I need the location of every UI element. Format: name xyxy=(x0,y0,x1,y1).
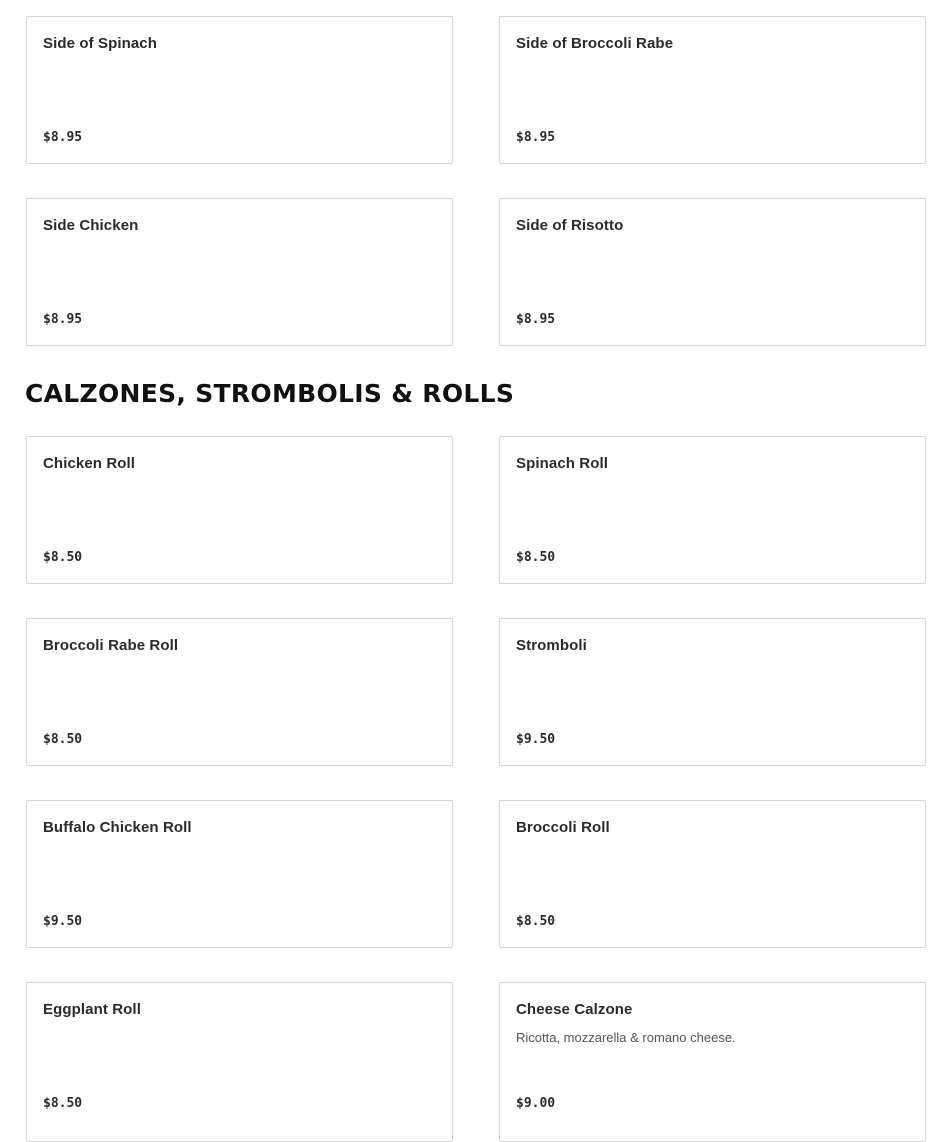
menu-item-card[interactable] xyxy=(26,16,453,164)
menu-item-card[interactable] xyxy=(26,198,453,346)
menu-item-price: $8.50 xyxy=(43,550,83,565)
menu-item-card[interactable] xyxy=(499,436,926,584)
menu-item-price: $8.95 xyxy=(43,130,83,145)
menu-item-card[interactable] xyxy=(499,198,926,346)
menu-item-description: Ricotta, mozzarella & romano cheese. xyxy=(516,1030,736,1045)
menu-item-card[interactable] xyxy=(26,618,453,766)
menu-item-name: Side Chicken xyxy=(43,217,139,234)
menu-item-name: Side of Broccoli Rabe xyxy=(516,35,674,52)
menu-item-card[interactable] xyxy=(499,800,926,948)
menu-item-name: Stromboli xyxy=(516,637,587,654)
menu-item-price: $8.50 xyxy=(516,914,556,929)
menu-item-name: Side of Spinach xyxy=(43,35,158,52)
menu-item-card[interactable] xyxy=(26,436,453,584)
menu-item-price: $9.00 xyxy=(516,1096,556,1111)
menu-item-name: Eggplant Roll xyxy=(43,1001,141,1018)
menu-item-price: $9.50 xyxy=(43,914,83,929)
menu-item-name: Cheese Calzone xyxy=(516,1001,633,1018)
menu-item-price: $9.50 xyxy=(516,732,556,747)
menu-item-card[interactable] xyxy=(499,618,926,766)
menu-item-name: Broccoli Roll xyxy=(516,819,610,836)
menu-item-price: $8.50 xyxy=(516,550,556,565)
menu-item-name: Side of Risotto xyxy=(516,217,624,234)
menu-item-name: Broccoli Rabe Roll xyxy=(43,637,179,654)
menu-item-price: $8.50 xyxy=(43,1096,83,1111)
menu-item-price: $8.95 xyxy=(43,312,83,327)
menu-item-price: $8.95 xyxy=(516,130,556,145)
menu-item-name: Buffalo Chicken Roll xyxy=(43,819,192,836)
menu-item-card[interactable] xyxy=(499,982,926,1142)
menu-item-price: $8.95 xyxy=(516,312,556,327)
menu-item-name: Chicken Roll xyxy=(43,455,136,472)
menu-item-price: $8.50 xyxy=(43,732,83,747)
menu-item-card[interactable] xyxy=(499,16,926,164)
section-title: CALZONES, STROMBOLIS & ROLLS xyxy=(25,379,515,408)
menu-item-card[interactable] xyxy=(26,800,453,948)
menu-item-card[interactable] xyxy=(26,982,453,1142)
menu-item-name: Spinach Roll xyxy=(516,455,609,472)
